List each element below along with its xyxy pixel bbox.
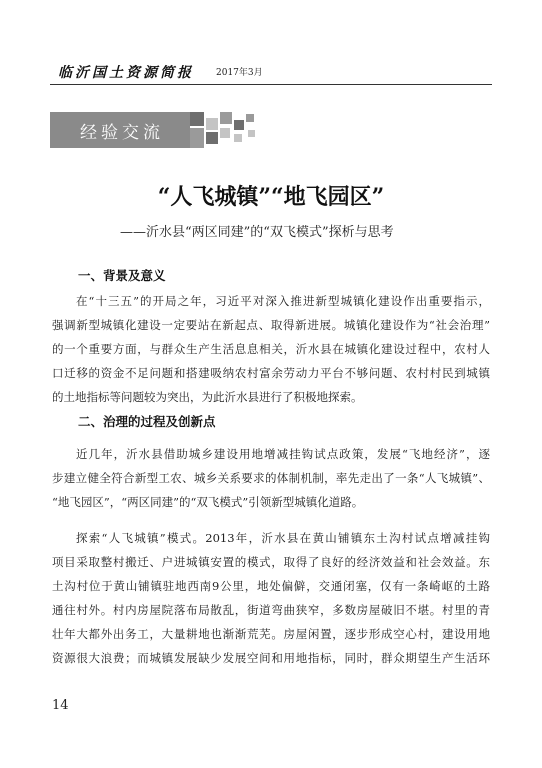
text-line: 资源很大浪费；而城镇发展缺少发展空间和用地指标，同时，群众期望生产生活环 — [52, 651, 490, 665]
paragraph — [52, 289, 490, 409]
text-line: 强调新型城镇化建设一定要站在新起点、取得新进展。城镇化建设作为“社会治理” — [52, 318, 490, 332]
text-line: “地飞园区”，“两区同建”的“双飞模式”引领新型城镇化道路。 — [52, 495, 364, 509]
banner-square — [206, 132, 218, 144]
text-line: 在“十三五”的开局之年，习近平对深入推进新型城镇化建设作出重要指示， — [76, 294, 490, 308]
section-heading: 一、背景及意义 — [78, 268, 166, 283]
text-line: 土沟村位于黄山铺镇驻地西南9公里，地处偏僻，交通闭塞，仅有一条崎岖的土路 — [52, 579, 490, 593]
text-line: 通往村外。村内房屋院落布局散乱，街道弯曲狭窄，多数房屋破旧不堪。村里的青 — [52, 603, 490, 617]
banner-square — [206, 118, 218, 130]
article-subtitle: ——沂水县“两区同建”的“双飞模式”探析与思考 — [120, 225, 394, 240]
banner-square — [220, 112, 232, 124]
banner-square — [248, 130, 255, 137]
paragraph — [52, 526, 490, 670]
text-line: 步建立健全符合新型工农、城乡关系要求的体制机制，率先走出了一条“人飞城镇”、 — [52, 471, 490, 485]
banner-square — [190, 112, 204, 126]
text-line: 的一个重要方面，与群众生产生活息息相关，沂水县在城镇化建设过程中，农村人 — [52, 342, 490, 356]
text-line: 项目采取整村搬迁、户进城镇安置的模式，取得了良好的经济效益和社会效益。东 — [52, 555, 490, 569]
text-line: 口迁移的资金不足问题和搭建吸纳农村富余劳动力平台不够问题、农村村民到城镇 — [52, 366, 490, 380]
text-line: 探索“人飞城镇”模式。2013年，沂水县在黄山铺镇东土沟村试点增减挂钩 — [76, 531, 490, 545]
banner-square — [246, 114, 254, 122]
article-title: “人飞城镇”“地飞园区” — [157, 184, 385, 210]
magazine-name: 临沂国土资源简报 — [58, 65, 194, 81]
banner-square — [234, 134, 242, 142]
header-rule — [50, 84, 492, 85]
text-line: 近几年，沂水县借助城乡建设用地增减挂钩试点政策，发展“飞地经济”，逐 — [76, 447, 490, 461]
section-banner-label: 经验交流 — [80, 123, 164, 143]
banner-square — [234, 120, 244, 130]
running-header — [58, 62, 498, 82]
paragraph — [52, 442, 490, 514]
section-heading: 二、治理的过程及创新点 — [78, 414, 216, 429]
banner-square — [220, 128, 230, 138]
text-line: 的土地指标等问题较为突出，为此沂水县进行了积极地探索。 — [52, 390, 363, 404]
page-number: 14 — [52, 698, 69, 713]
text-line: 壮年大都外出务工，大量耕地也渐渐荒芜。房屋闲置，逐步形成空心村，建设用地 — [52, 627, 490, 641]
banner-square — [190, 128, 204, 148]
issue-date: 2017年3月 — [216, 68, 263, 78]
